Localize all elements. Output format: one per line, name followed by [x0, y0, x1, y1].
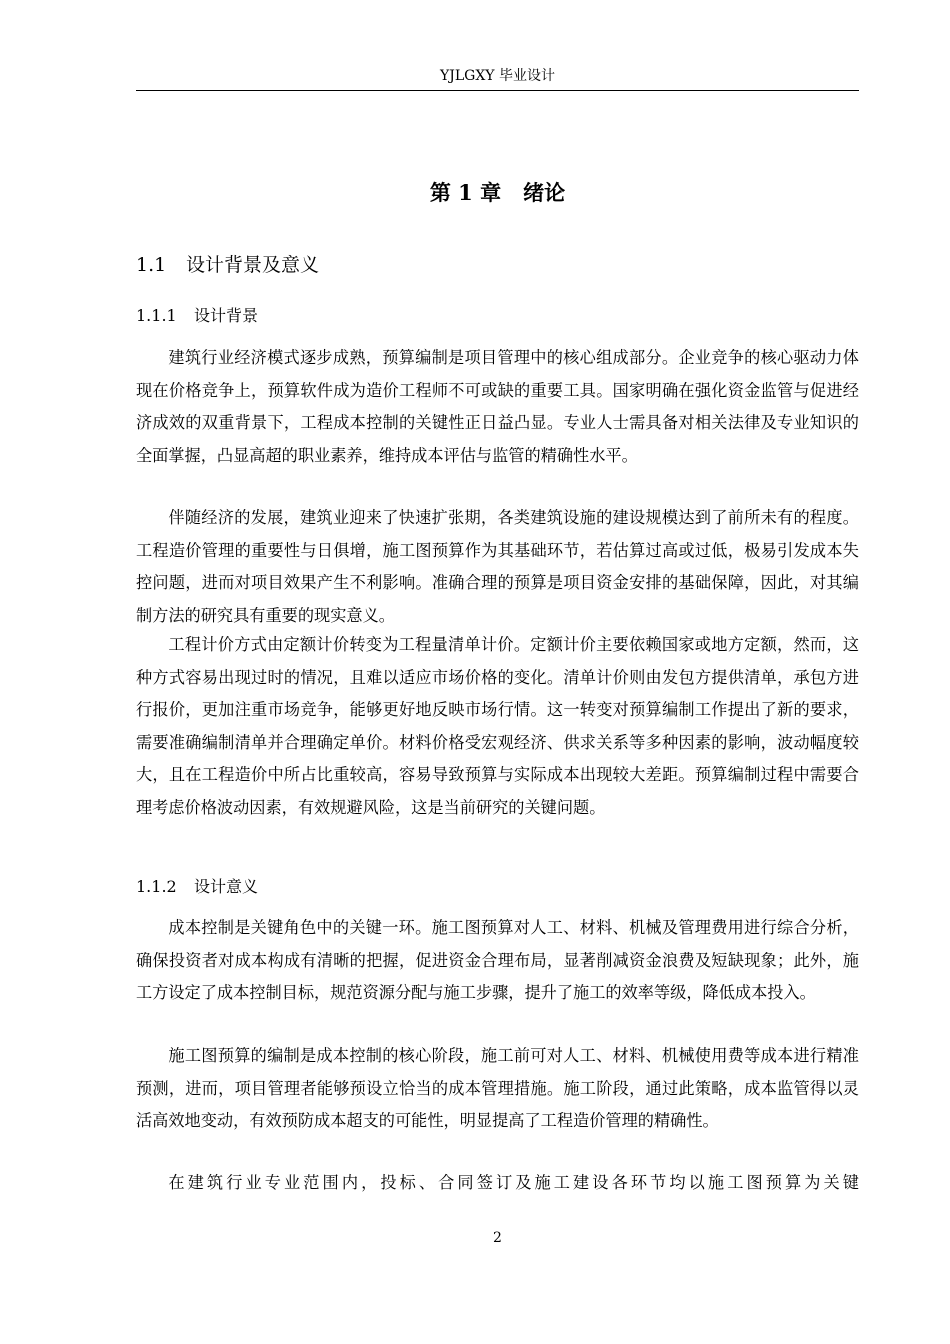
- paragraph: 工程计价方式由定额计价转变为工程量清单计价。定额计价主要依赖国家或地方定额，然而，这种方式容易出现过时的情况，且难以适应市场价格的变化。清单计价则由发包方提供清单，承包方进行报价，更加注重市场竞争，能够更好地反映市场行情。这一转变对预算编制工作提出了新的要求，需要准确编制清单并合理确定单价。材料价格受宏观经济、供求关系等多种因素的影响，波动幅度较大，且在工程造价中所占比重较高，容易导致预算与实际成本出现较大差距。预算编制过程中需要合理考虑价格波动因素，有效规避风险，这是当前研究的关键问题。: [136, 635, 859, 817]
- subsection-number: 1.1.2: [136, 877, 177, 896]
- chapter-number: 第 1 章: [429, 180, 502, 205]
- paragraph: 施工图预算的编制是成本控制的核心阶段，施工前可对人工、材料、机械使用费等成本进行精准预测，进而，项目管理者能够预设立恰当的成本管理措施。施工阶段，通过此策略，成本监管得以灵活高效地变动，有效预防成本超支的可能性，明显提高了工程造价管理的精确性。: [136, 1046, 859, 1130]
- subsection-number: 1.1.1: [136, 306, 177, 325]
- page-number: 2: [493, 1230, 502, 1246]
- header-rule: [136, 90, 859, 91]
- section-title: 设计背景及意义: [186, 254, 320, 276]
- section-number: 1.1: [136, 254, 167, 276]
- subsection-title: 设计意义: [194, 877, 259, 896]
- paragraph: 伴随经济的发展，建筑业迎来了快速扩张期，各类建筑设施的建设规模达到了前所未有的程度。工程造价管理的重要性与日俱增，施工图预算作为其基础环节，若估算过高或过低，极易引发成本失控问题，进而对项目效果产生不利影响。准确合理的预算是项目资金安排的基础保障，因此，对其编制方法的研究具有重要的现实意义。: [136, 508, 859, 625]
- subsection-title: 设计背景: [194, 306, 259, 325]
- section-heading-1-1: [136, 249, 319, 281]
- subsection-heading-1-1-2: [136, 874, 258, 900]
- paragraph: 在建筑行业专业范围内，投标、合同签订及施工建设各环节均以施工图预算为关键: [168, 1173, 859, 1192]
- chapter-heading: [136, 176, 859, 210]
- paragraph: 成本控制是关键角色中的关键一环。施工图预算对人工、材料、机械及管理费用进行综合分析，确保投资者对成本构成有清晰的把握，促进资金合理布局，显著削减资金浪费及短缺现象；此外，施工方设定了成本控制目标，规范资源分配与施工步骤，提升了施工的效率等级，降低成本投入。: [136, 918, 859, 1002]
- running-header: YJLGXY 毕业设计: [440, 68, 555, 84]
- subsection-heading-1-1-1: [136, 303, 258, 329]
- paragraph: 建筑行业经济模式逐步成熟，预算编制是项目管理中的核心组成部分。企业竞争的核心驱动力体现在价格竞争上，预算软件成为造价工程师不可或缺的重要工具。国家明确在强化资金监管与促进经济成效的双重背景下，工程成本控制的关键性正日益凸显。专业人士需具备对相关法律及专业知识的全面掌握，凸显高超的职业素养，维持成本评估与监管的精确性水平。: [136, 348, 859, 465]
- chapter-title: 绪论: [523, 180, 566, 205]
